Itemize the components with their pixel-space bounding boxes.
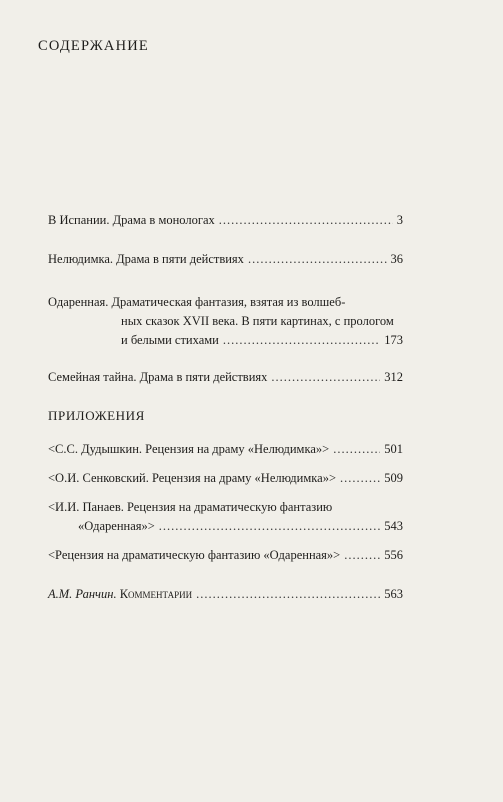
commentary-page: 563 — [384, 587, 403, 601]
toc-entry-title: Семейная тайна. Драма в пяти действиях — [48, 370, 268, 384]
dot-leader — [340, 469, 380, 488]
appendix-entry-title: <С.С. Дудышкин. Рецензия на драму «Нелюдимка»> — [48, 442, 330, 456]
toc-entry-2 — [48, 250, 403, 269]
dot-leader — [333, 440, 380, 459]
appendix-entry-page: 509 — [384, 471, 403, 485]
appendix-entry-1 — [48, 440, 403, 459]
appendix-entry-title-line-2: «Одаренная»> — [78, 519, 155, 533]
toc-entry-1 — [48, 211, 403, 230]
appendix-entry-2 — [48, 469, 403, 488]
commentary-title: Комментарии — [119, 587, 193, 601]
toc-entry-title-line-3: и белыми стихами — [121, 333, 219, 347]
dot-leader — [223, 331, 380, 350]
commentary-entry — [48, 585, 403, 604]
toc-entry-title-line-1: Одаренная. Драматическая фантазия, взятая из волшеб- — [48, 295, 346, 309]
toc-entry-3 — [48, 293, 403, 350]
commentary-entry-title — [48, 585, 192, 604]
toc-entry-4 — [48, 368, 403, 387]
dot-leader — [219, 211, 393, 230]
page-title: СОДЕРЖАНИЕ — [38, 38, 149, 54]
appendix-entry-3 — [48, 498, 403, 536]
toc-entry-page: 3 — [396, 213, 403, 227]
appendix-heading: ПРИЛОЖЕНИЯ — [48, 408, 145, 423]
dot-leader — [271, 368, 380, 387]
toc-entry-title: В Испании. Драма в монологах — [48, 213, 215, 227]
toc-entry-page: 36 — [390, 252, 403, 266]
toc-entry-title-line-2: ных сказок XVII века. В пяти картинах, с прологом — [121, 314, 394, 328]
dot-leader — [344, 546, 380, 565]
appendix-entry-title: <Рецензия на драматическую фантазию «Одаренная»> — [48, 548, 341, 562]
toc-entry-title: Нелюдимка. Драма в пяти действиях — [48, 252, 244, 266]
appendix-entry-4 — [48, 546, 403, 565]
appendix-entry-page: 501 — [384, 442, 403, 456]
dot-leader — [159, 517, 380, 536]
appendix-entry-page: 556 — [384, 548, 403, 562]
appendix-entry-page: 543 — [384, 519, 403, 533]
toc-entry-page: 312 — [384, 370, 403, 384]
commentary-author: А.М. Ранчин. — [48, 587, 117, 601]
dot-leader — [248, 250, 387, 269]
appendix-entry-title: <О.И. Сенковский. Рецензия на драму «Нелюдимка»> — [48, 471, 337, 485]
dot-leader — [196, 585, 380, 604]
toc-entry-page: 173 — [384, 333, 403, 347]
appendix-entry-title-line-1: <И.И. Панаев. Рецензия на драматическую фантазию — [48, 500, 333, 514]
